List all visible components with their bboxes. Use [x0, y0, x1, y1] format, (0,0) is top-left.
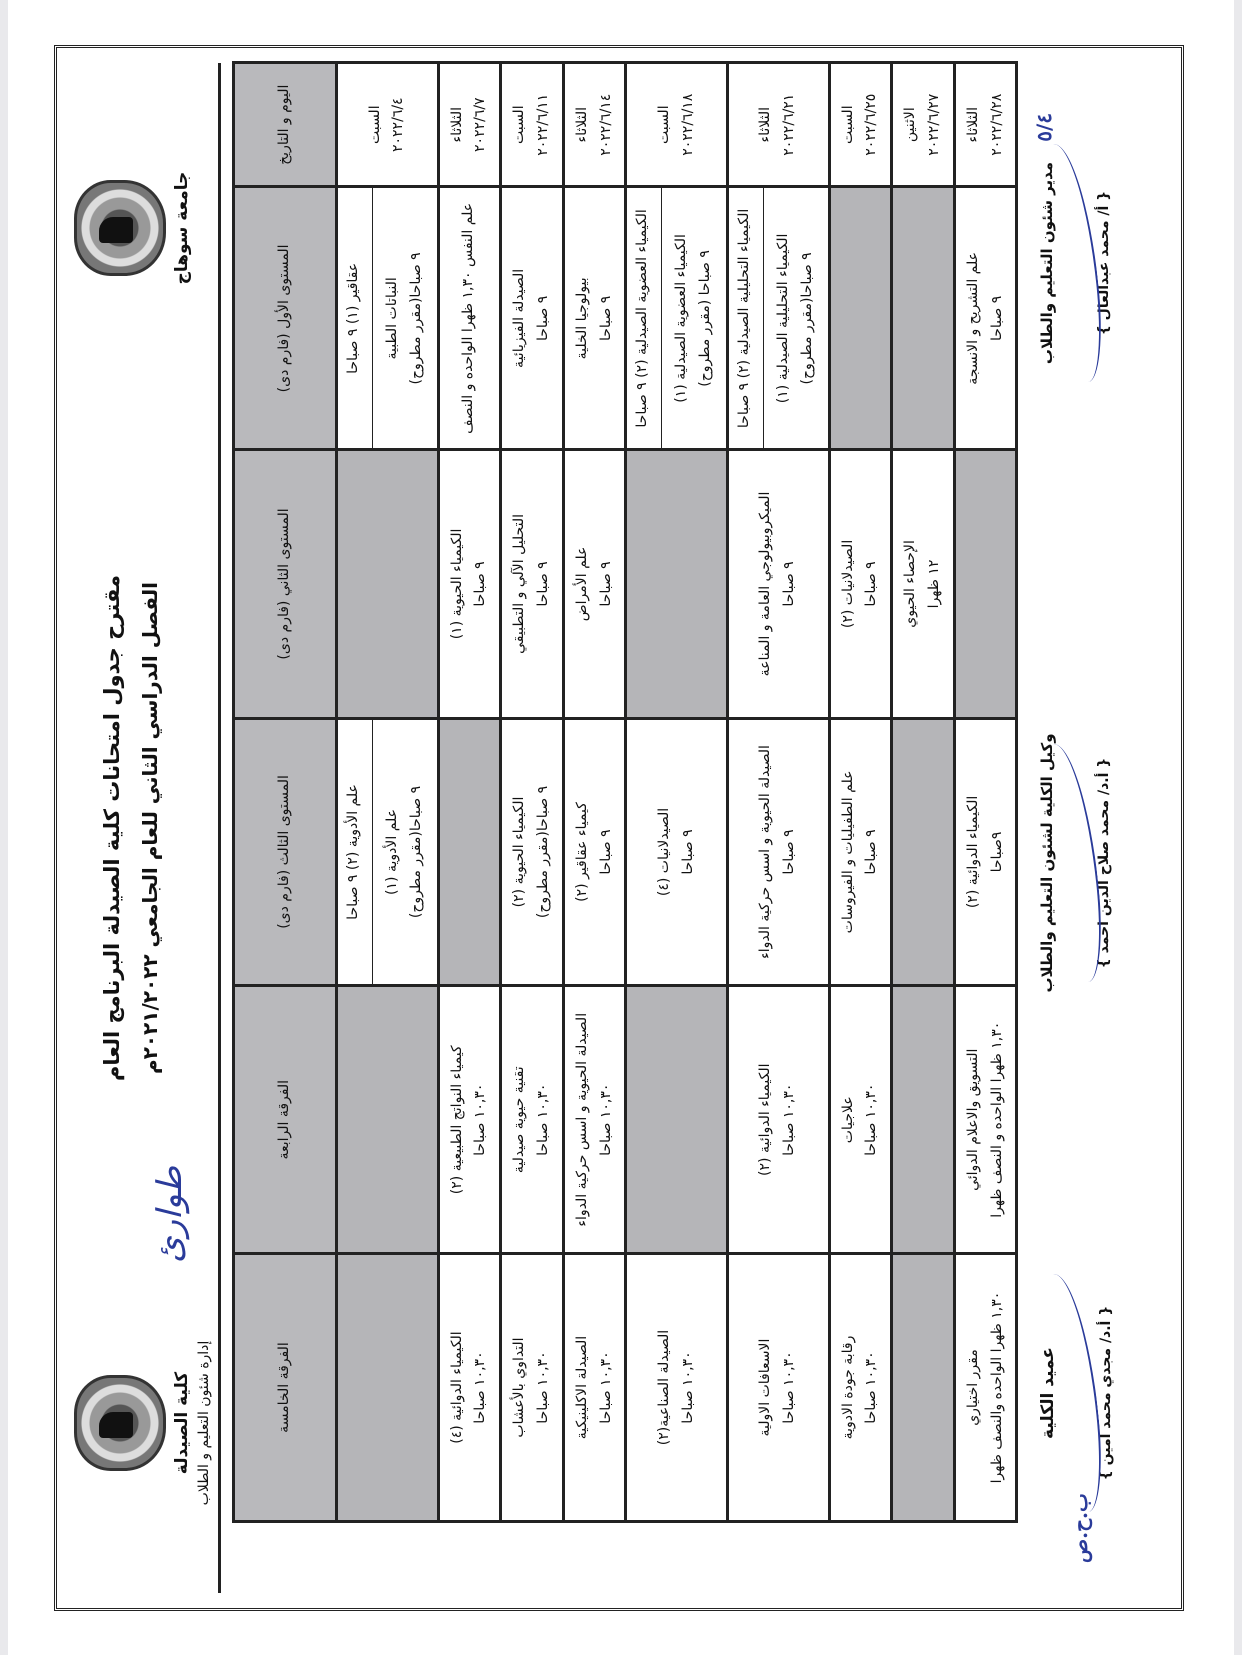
exam-subject: علم الأدوية (١): [384, 808, 400, 895]
exam-cell: [727, 449, 829, 717]
signature-vice-dean: [1038, 703, 1112, 1023]
empty-shaded-cell: [892, 718, 955, 986]
exam-time: ١٠,٣٠ صباحا: [534, 1083, 551, 1156]
exam-primary: الكيمياء التحليلية الصيدلية (٢) ٩ صباحا: [729, 188, 764, 448]
exam-cell: [954, 186, 1017, 449]
exam-time: ٩ صباحا: [679, 828, 696, 875]
day-date-cell: [563, 62, 626, 186]
exam-cell: [954, 1253, 1017, 1521]
exam-subject: الكيمياء الحيوية (١): [448, 528, 465, 639]
exam-cell: [829, 718, 892, 986]
day-name: الثلاثاء: [964, 106, 981, 142]
exam-time: ٩ صباحا: [781, 828, 798, 875]
exam-subject: النباتات الطبية: [384, 276, 400, 360]
empty-shaded-cell: [438, 718, 501, 986]
faculty-block: [74, 1283, 212, 1563]
exam-cell: [563, 718, 626, 986]
faculty-name: كلية الصيدلة: [172, 1371, 192, 1474]
exam-time: ١٢ ظهرا: [925, 559, 942, 608]
table-row: [727, 62, 829, 1521]
day-date-cell: [954, 62, 1017, 186]
dean-title: عميد الكلية: [1038, 1346, 1058, 1439]
exam-subject: علم التشريح و الانسجة: [964, 251, 981, 385]
exam-time: ١٠,٣٠ صباحا: [863, 1083, 880, 1156]
split-exam-cell: [337, 186, 439, 449]
exam-cell: [501, 985, 564, 1253]
exam-cell: [563, 449, 626, 717]
exam-subject: التداوي بالأعشاب: [511, 1336, 528, 1438]
exam-time: ٩ صباحا: [863, 828, 880, 875]
exam-cell: [563, 985, 626, 1253]
exam-date: ٢٠٢٢/٦/١١: [534, 93, 551, 156]
empty-shaded-cell: [337, 449, 439, 717]
exam-subject: الصيدلة الحيوية و اسس حركية الدواء: [757, 744, 774, 959]
director-title: مدير شئون التعليم والطلاب: [1038, 161, 1056, 364]
exam-date: ٢٠٢٢/٦/٢١: [781, 93, 798, 156]
empty-shaded-cell: [954, 449, 1017, 717]
exam-subject: رقابة جودة الادوية: [839, 1335, 856, 1439]
exam-subject: الكيمياء الحيوية (٢): [511, 796, 528, 907]
vice-dean-title: وكيل الكلية لشئون التعليم والطلاب: [1038, 732, 1056, 993]
vice-dean-name: { أ.د/ محمد صلاح الدين احمد }: [1096, 757, 1112, 968]
exam-subject: بيولوجيا الخلية: [573, 276, 590, 359]
exam-time: ٩ صباحا: [863, 560, 880, 607]
handwritten-note: طوارئ: [150, 1165, 190, 1263]
table-row: [438, 62, 501, 1521]
exam-cell: [727, 985, 829, 1253]
exam-subject: الكيمياء التحليلية الصيدلية (١): [774, 233, 791, 403]
day-date-cell: [337, 62, 439, 186]
exam-time: ٩ صباحا: [534, 560, 551, 607]
empty-shaded-cell: [892, 985, 955, 1253]
exam-time: ١٠,٣٠ صباحا: [781, 1083, 798, 1156]
exam-subject: علم الطفيليات و الفيروسات: [839, 770, 856, 933]
table-row: [626, 62, 728, 1521]
exam-time: ١,٣٠ ظهرا الواحده والنصف ظهرا: [988, 1291, 1005, 1483]
exam-time: ١٠,٣٠ صباحا: [597, 1350, 614, 1424]
empty-shaded-cell: [337, 985, 439, 1253]
day-name: السبت: [366, 104, 383, 144]
exam-time: ٩ صباحا(مقرر مطروح): [798, 251, 815, 385]
day-date-cell: [892, 62, 955, 186]
exam-time: ١٠,٣٠ صباحا: [679, 1350, 696, 1424]
exam-subject: التسويق والاعلام الدوائي: [964, 1048, 981, 1191]
signature-dean: [1038, 1233, 1114, 1563]
faculty-logo-icon: [74, 1375, 166, 1471]
exam-subject: كيمياء النواتج الطبيعية (٢): [448, 1044, 465, 1194]
university-name: جامعة سوهاج: [172, 171, 192, 284]
university-logo-icon: [74, 180, 166, 276]
exam-date: ٢٠٢٢/٦/٧: [472, 96, 489, 152]
exam-primary: علم الأدوية (٢) ٩ صباحا: [338, 719, 373, 984]
empty-shaded-cell: [829, 186, 892, 449]
column-header-level4: الفرقة الرابعة: [234, 985, 337, 1253]
exam-subject: علاجيات: [839, 1095, 856, 1143]
exam-subject: الكيمياء الدوائية (٢): [964, 795, 981, 908]
day-date-cell: [501, 62, 564, 186]
exam-schedule-table: [232, 61, 1018, 1523]
day-name: الثلاثاء: [573, 106, 590, 142]
exam-cell: [501, 186, 564, 449]
exam-time: ٩ صباحا: [534, 295, 551, 341]
exam-cell: [501, 718, 564, 986]
exam-cell: [954, 985, 1017, 1253]
exam-primary: عقاقير (١) ٩ صباحا: [338, 188, 373, 448]
exam-cell: [892, 449, 955, 717]
exam-date: ٢٠٢٢/٦/٢٧: [925, 93, 942, 156]
column-header-level3: المستوى الثالث (فارم دى): [234, 718, 337, 986]
exam-date: ٢٠٢٢/٦/١٨: [679, 93, 696, 156]
column-header-day-date: اليوم و التاريخ: [234, 62, 337, 186]
exam-secondary: [373, 188, 437, 448]
table-header-row: [234, 62, 337, 1521]
exam-time: ١٠,٣٠ صباحا: [597, 1083, 614, 1156]
exam-time: ٩صباحا: [988, 831, 1005, 872]
exam-cell: [501, 449, 564, 717]
column-header-level2: المستوى الثاني (فارم دى): [234, 449, 337, 717]
exam-cell: [438, 186, 501, 449]
exam-cell: [829, 1253, 892, 1521]
department-name: إدارة شئون التعليم و الطلاب: [196, 1340, 212, 1505]
exam-time: ٩ صباحا: [781, 560, 798, 607]
day-date-cell: [727, 62, 829, 186]
exam-time: ٩ صباحا (مقرر مطروح): [697, 249, 714, 387]
exam-subject: كيمياء عقاقير (٢): [573, 801, 590, 902]
header-divider: [218, 63, 221, 1593]
exam-subject: الكيمياء العضوية الصيدلية (١): [673, 233, 690, 403]
table-row: [954, 62, 1017, 1521]
exam-date: ٢٠٢٢/٦/٢٨: [988, 93, 1005, 156]
exam-time: ١٠,٣٠ صباحا: [781, 1350, 798, 1424]
table-row: [563, 62, 626, 1521]
exam-cell: [438, 985, 501, 1253]
empty-shaded-cell: [626, 449, 728, 717]
day-name: الثلاثاء: [757, 106, 774, 142]
exam-date: ٢٠٢٢/٦/٤: [390, 96, 407, 152]
exam-time: ٩ صباحا: [597, 295, 614, 341]
exam-cell: [727, 718, 829, 986]
exam-cell: [727, 1253, 829, 1521]
exam-subject: الميكروبيولوجي العامة و المناعة: [757, 491, 774, 676]
day-date-cell: [626, 62, 728, 186]
table-row: [337, 62, 439, 1521]
document-subtitle: الفصل الدراسي الثاني للعام الجامعي ٢٠٢١/٢٠٢٢م: [138, 581, 162, 1074]
exam-cell: [563, 1253, 626, 1521]
day-date-cell: [438, 62, 501, 186]
exam-subject: الإحصاء الحيوي: [902, 539, 919, 628]
exam-subject: مقرر اختياري: [964, 1348, 981, 1426]
exam-cell: [563, 186, 626, 449]
day-name: السبت: [839, 104, 856, 144]
exam-primary: الكيمياء العضوية الصيدلية (٢) ٩ صباحا: [627, 188, 662, 448]
exam-time: ١,٣٠ ظهرا الواحده و النصف ظهرا: [988, 1021, 1005, 1218]
day-name: الاثنين: [902, 106, 919, 142]
table-row: [829, 62, 892, 1521]
day-name: الثلاثاء: [448, 106, 465, 142]
exam-cell: [626, 1253, 728, 1521]
exam-secondary: [373, 719, 437, 984]
exam-cell: [829, 985, 892, 1253]
exam-cell: [438, 1253, 501, 1521]
exam-cell: [438, 449, 501, 717]
exam-time: ٩ صباحا(مقرر مطروح): [407, 785, 424, 918]
exam-date: ٢٠٢٢/٦/١٤: [597, 93, 614, 156]
director-handwritten-date: ٥/٤: [1032, 112, 1056, 142]
table-row: [892, 62, 955, 1521]
exam-subject: الاسعافات الاولية: [757, 1338, 774, 1436]
empty-shaded-cell: [337, 1253, 439, 1521]
exam-cell: [954, 718, 1017, 986]
exam-subject: الصيدلة الاكلينيكية: [573, 1335, 590, 1439]
exam-subject: الصيدلانيات (٢): [839, 539, 856, 628]
title-block: [100, 393, 162, 1263]
day-name: السبت: [511, 104, 528, 144]
table-row: [501, 62, 564, 1521]
dean-handwritten-mark: ب.ح.ص: [1068, 1492, 1092, 1563]
empty-shaded-cell: [892, 186, 955, 449]
signature-director: [1032, 103, 1112, 423]
split-exam-cell: [626, 186, 728, 449]
exam-subject: علم النفس ١,٣٠ ظهرا الواحده و النصف: [460, 202, 477, 434]
exam-subject: الصيدلة الحيوية و اسس حركية الدواء: [573, 1012, 590, 1227]
exam-subject: الكيمياء الدوائية (٤): [448, 1330, 465, 1444]
director-name: { أ/ محمد عبدالعال }: [1096, 190, 1112, 335]
exam-subject: علم الأمراض: [573, 546, 590, 621]
exam-subject: تقنية حيوية صيدلية: [511, 1065, 528, 1173]
exam-time: ١٠,٣٠ صباحا: [472, 1350, 489, 1424]
exam-secondary: [764, 188, 828, 448]
document-title: مقترح جدول امتحانات كلية الصيدلة البرنامج العام: [100, 574, 124, 1081]
empty-shaded-cell: [892, 1253, 955, 1521]
exam-time: ٩ صباحا(مقرر مطروح): [534, 785, 551, 918]
university-block: [74, 103, 192, 353]
exam-secondary: [662, 188, 726, 448]
exam-time: ٩ صباحا(مقرر مطروح): [407, 251, 424, 385]
split-exam-cell: [337, 718, 439, 986]
signatures-block: [1032, 83, 1158, 1573]
exam-time: ٩ صباحا: [597, 560, 614, 607]
exam-subject: الصيدلانيات (٤): [655, 807, 672, 896]
empty-shaded-cell: [626, 985, 728, 1253]
exam-subject: الصيدلة الصناعية(٢): [655, 1329, 672, 1445]
column-header-level1: المستوى الأول (فارم دى): [234, 186, 337, 449]
exam-subject: الصيدلة الفيزيائية: [511, 268, 528, 368]
exam-cell: [501, 1253, 564, 1521]
exam-time: ٩ صباحا: [472, 560, 489, 607]
exam-cell: [626, 718, 728, 986]
exam-cell: [829, 449, 892, 717]
exam-subject: الكيمياء الدوائية (٢): [757, 1063, 774, 1176]
document-header: [60, 63, 210, 1593]
exam-schedule-document: [36, 23, 1206, 1633]
dean-name: { أ.د/ مجدي محمد امين }: [1098, 1305, 1114, 1480]
exam-date: ٢٠٢٢/٦/٢٥: [863, 93, 880, 156]
exam-time: ١٠,٣٠ صباحا: [472, 1083, 489, 1156]
exam-time: ١٠,٣٠ صباحا: [863, 1350, 880, 1424]
day-name: السبت: [655, 104, 672, 144]
exam-time: ٩ صباحا: [597, 828, 614, 875]
column-header-level5: الفرقة الخامسة: [234, 1253, 337, 1521]
day-date-cell: [829, 62, 892, 186]
exam-time: ١٠,٣٠ صباحا: [534, 1350, 551, 1424]
exam-time: ٩ صباحا: [988, 295, 1005, 341]
exam-subject: التحليل الآلي و التطبيقي: [511, 513, 528, 654]
split-exam-cell: [727, 186, 829, 449]
